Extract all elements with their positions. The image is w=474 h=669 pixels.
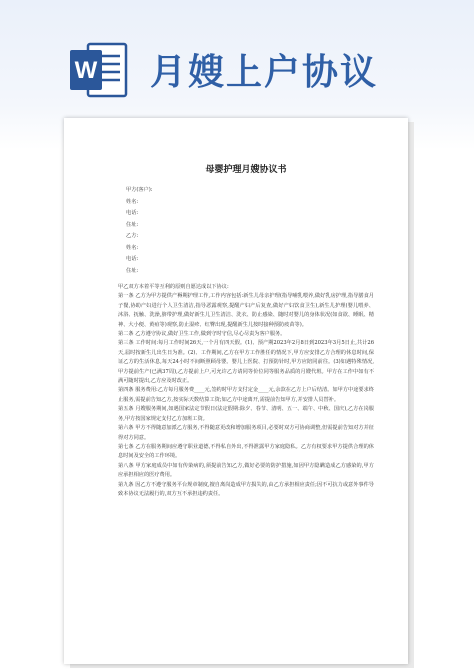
paragraph-article-1: 第一条 乙方为甲方提供产褥期护理工作,工作内容包括:新生儿母亲护理(指导哺乳喂养,做好乳房护理,指导膳食月子餐,协助产妇进行个人卫生清洁,指导恶露观察,提醒产妇产后复查,做好产妇饮食卫生),新生儿护理(婴儿喂养、沐浴、抚触、洗澡,脐带护理,做好新生儿卫生清洁、洗衣、防止感染、随时对婴儿的身体状况(如食欲、睡眠、精神、大小便、黄疸等)观察,防止湿疹、红臀出现,提醒新生儿按时接种预防疫苗等)。 [118,293,374,328]
field-address-b: 住址: [126,267,139,274]
paragraph-article-8: 第八条 甲方家庭成员中如有传染病的,须提前告知乙方,做好必要的防护措施,如因甲方隐瞒造成乙方感染的,甲方应承担相应的医疗费用。 [118,462,374,479]
field-party-a: 甲方(客户): [126,187,153,193]
paragraph-article-9: 第九条 因乙方不遵守服务平台规章制度,擅自离岗造成甲方损失的,由乙方承担相应责任;因不可抗力或意外事件导致本协议无法履行的,双方互不承担违约责任。 [118,481,374,497]
paragraph-article-7: 第七条 乙方在服务期间应遵守职业道德,不得私自外出,不得泄露甲方家庭隐私。乙方有权要求甲方提供合理的休息时间及安全的工作环境。 [118,443,374,460]
paragraph-article-6: 第六条 甲方不得随意加派乙方服务,不得随意更改和增加服务项目,必要时双方可协商调整,但需提前告知对方并征得对方同意。 [118,425,374,441]
field-party-b: 乙方: [126,233,139,239]
paragraph-intro: 甲乙双方本着平等互利的原则自愿达成以下协议: [118,284,229,290]
field-phone-a: 电话: [126,210,139,216]
document-page [64,118,408,664]
word-letter: W [74,57,98,84]
paragraph-article-2: 第二条 乙方遵守协议,做好卫生工作,做到守时守信,尽心尽责为客户服务。 [118,331,286,338]
field-address-a: 住址: [126,221,139,228]
paragraph-article-4: 第四条 服务费用:乙方每月服务费____元,签约时甲方支付定金____元,余款在乙方上户后结清。如甲方中途要求终止服务,需提前告知乙方,按实际天数结算工资;如乙方中途离开,需提前告知甲方,并安排人员替补。 [118,387,374,403]
word-document-icon [66,38,130,102]
banner-title: 月嫂上户协议 [150,52,379,93]
paragraph-article-3: 第三条 工作时间:每月工作时间26天,一个月有四天假。(1)、预产期2023年2月8日到2023年3月5日止,共计26天,届时按新生儿出生日为准。(2)、工作期间,乙方在甲方工作胜任的情况下,甲方应安排乙方合理的休息时间,保证乙方的生活休息,每天24小时不间断照顾母婴。婴儿上医院、打预防针时,甲方应陪同前往。(3)如遇特殊情况,甲方提前生产(已满37周),乙方提前上户,可允许乙方请同等价位同等服务品质的月嫂代班。甲方在工作中如有不满可随时提出,乙方应及时改正。 [118,340,374,385]
field-name-b: 姓名: [126,244,139,251]
paragraph-article-5: 第五条 月嫂服务期间,如遇国家法定节假日(法定假期:除夕、春节、清明、五一、端午、中秋、国庆),乙方在岗服务,甲方按国家规定支付乙方加班工资。 [118,406,374,422]
field-phone-b: 电话: [126,256,139,262]
party-fields [118,185,374,277]
field-name-a: 姓名: [126,198,139,205]
document-title: 母婴护理月嫂协议书 [205,165,287,175]
